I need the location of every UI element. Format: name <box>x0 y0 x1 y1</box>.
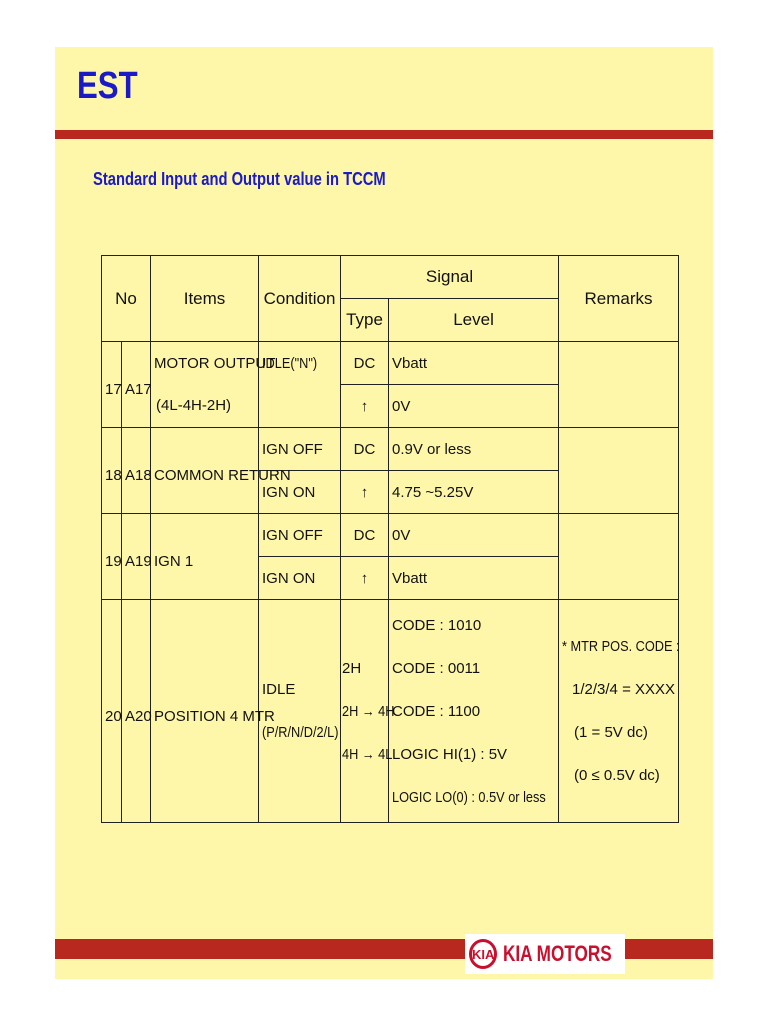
row-item <box>151 385 259 428</box>
row-condition <box>259 385 341 428</box>
row-pin: A17 <box>122 342 151 428</box>
table-row <box>102 342 679 385</box>
row-level: 4.75 ~5.25V <box>389 471 559 514</box>
page-title: EST <box>77 65 138 107</box>
level-line: CODE : 0011 <box>392 659 481 677</box>
row-number: 17 <box>102 342 122 428</box>
header-level: Level <box>389 299 559 342</box>
header-condition: Condition <box>259 256 341 342</box>
row-condition <box>259 600 341 823</box>
row-type: ↑ <box>341 471 389 514</box>
type-line <box>342 733 393 776</box>
row-condition-text: IDLE("N") <box>262 354 318 372</box>
row-remarks <box>559 514 679 600</box>
row-item: IGN 1 <box>151 514 259 600</box>
level-line: CODE : 1010 <box>392 616 482 634</box>
row-item: MOTOR OUTPUT <box>151 342 259 385</box>
row-condition: IGN OFF <box>259 514 341 557</box>
row-condition: IGN ON <box>259 471 341 514</box>
header-items: Items <box>151 256 259 342</box>
row-condition <box>259 342 341 385</box>
row-condition: IGN OFF <box>259 428 341 471</box>
row-condition: IGN ON <box>259 557 341 600</box>
section-subtitle: Standard Input and Output value in TCCM <box>93 169 386 189</box>
row-pin: A20 <box>122 600 151 823</box>
header-no: No <box>102 256 151 342</box>
condition-line: IDLE <box>262 681 296 698</box>
row-remarks <box>559 600 679 823</box>
row-level: Vbatt <box>389 557 559 600</box>
remarks-line-text: * MTR POS. CODE : <box>562 638 680 655</box>
kia-logo-text: KIA MOTORS <box>503 941 613 966</box>
kia-emblem-icon: KIA <box>469 939 497 969</box>
row-remarks <box>559 342 679 428</box>
row-number: 19 <box>102 514 122 600</box>
io-value-table <box>101 255 679 823</box>
table-row <box>102 428 679 471</box>
row-type: ↑ <box>341 385 389 428</box>
header-signal: Signal <box>341 256 559 299</box>
row-item: POSITION 4 MTR <box>151 600 259 823</box>
row-type: ↑ <box>341 557 389 600</box>
header-type: Type <box>341 299 389 342</box>
table-header-row <box>102 256 679 299</box>
remarks-line: (0 ≤ 0.5V dc) <box>574 767 660 784</box>
level-line: CODE : 1100 <box>392 702 481 720</box>
remarks-line <box>562 625 678 668</box>
row-pin: A19 <box>122 514 151 600</box>
level-line: LOGIC HI(1) : 5V <box>392 745 508 763</box>
level-line <box>392 776 558 819</box>
type-line-text: 2H → 4H <box>342 702 395 720</box>
remarks-line: (1 = 5V dc) <box>574 724 648 741</box>
type-line-text: 4H → 4L <box>342 745 393 763</box>
slide <box>55 47 713 979</box>
table-row <box>102 600 679 823</box>
row-type: DC <box>341 428 389 471</box>
kia-motors-logo <box>465 934 625 974</box>
row-item: COMMON RETURN <box>151 428 259 514</box>
condition-line <box>262 711 340 754</box>
row-number: 18 <box>102 428 122 514</box>
table-row <box>102 514 679 557</box>
row-remarks <box>559 428 679 514</box>
row-level: 0.9V or less <box>389 428 559 471</box>
row-level: 0V <box>389 385 559 428</box>
row-pin: A18 <box>122 428 151 514</box>
header-remarks: Remarks <box>559 256 679 342</box>
type-line <box>342 690 395 733</box>
row-item-text: (4L-4H-2H) <box>156 397 232 415</box>
row-level: Vbatt <box>389 342 559 385</box>
row-level: 0V <box>389 514 559 557</box>
row-type: DC <box>341 514 389 557</box>
row-level <box>389 600 559 823</box>
row-type <box>341 600 395 823</box>
row-type: DC <box>341 342 389 385</box>
condition-line-text: (P/R/N/D/2/L) <box>262 724 339 741</box>
top-divider-bar <box>55 130 713 139</box>
remarks-line: 1/2/3/4 = XXXX <box>572 681 676 698</box>
row-number: 20 <box>102 600 122 823</box>
type-line: 2H <box>342 659 362 677</box>
level-line-text: LOGIC LO(0) : 0.5V or less <box>392 788 546 806</box>
